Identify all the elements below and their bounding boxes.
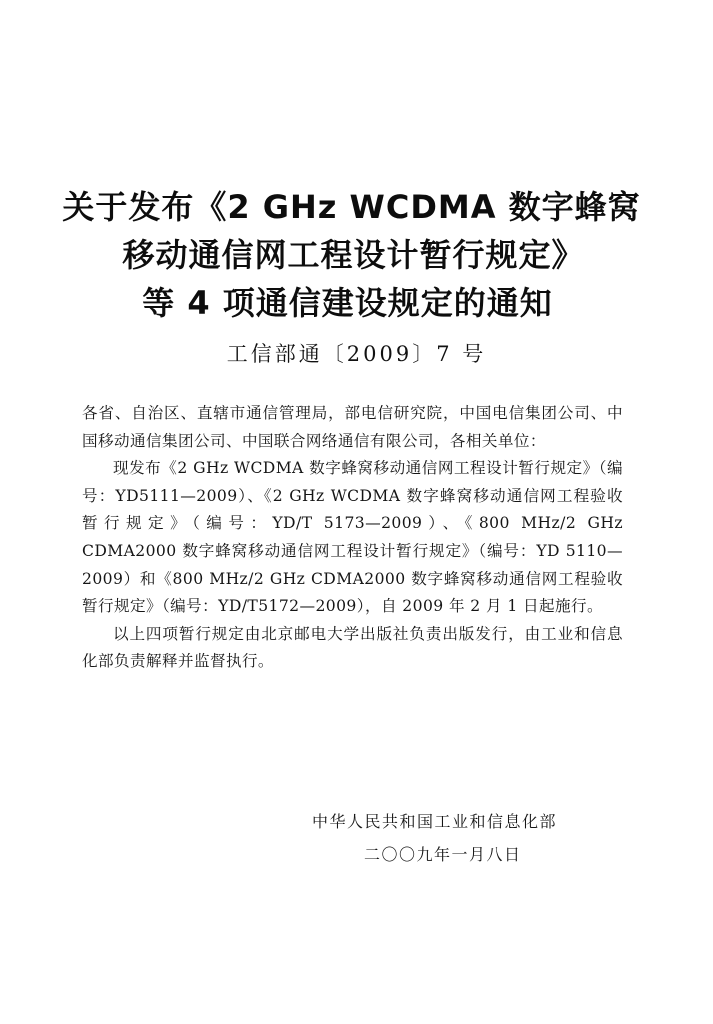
issuer-name: 中华人民共和国工业和信息化部 <box>312 812 558 831</box>
document-number: 工信部通〔2009〕7 号 <box>226 342 487 366</box>
title-line-2: 移动通信网工程设计暂行规定》 <box>122 236 585 274</box>
issue-date: 二〇〇九年一月八日 <box>364 845 522 864</box>
signature-block <box>312 805 612 871</box>
addressee-paragraph: 各省、自治区、直辖市通信管理局，部电信研究院，中国电信集团公司、中国移动通信集团公司、中国联合网络通信有限公司，各相关单位： <box>82 404 623 450</box>
announcement-paragraph: 现发布《2 GHz WCDMA 数字蜂窝移动通信网工程设计暂行规定》（编号：YD5111—2009）、《2 GHz WCDMA 数字蜂窝移动通信网工程验收暂行规定》（编号：YD/T 5173—2009）、《800 MHz/2 GHz CDMA2000 数字蜂窝移动通信网工程设计暂行规定》（编号：YD 5110—2009）和《800 MHz/2 GHz CDMA2000 数字蜂窝移动通信网工程验收暂行规定》（编号：YD/T5172—2009），自 2009 年 2 月 1 日起施行。 <box>82 459 623 616</box>
publication-paragraph: 以上四项暂行规定由北京邮电大学出版社负责出版发行，由工业和信息化部负责解释并监督执行。 <box>82 624 623 671</box>
document-body <box>82 400 623 676</box>
title-line-1: 关于发布《2 GHz WCDMA 数字蜂窝 <box>62 188 641 226</box>
title-line-3: 等 4 项通信建设规定的通知 <box>142 284 553 322</box>
document-title <box>0 183 713 327</box>
